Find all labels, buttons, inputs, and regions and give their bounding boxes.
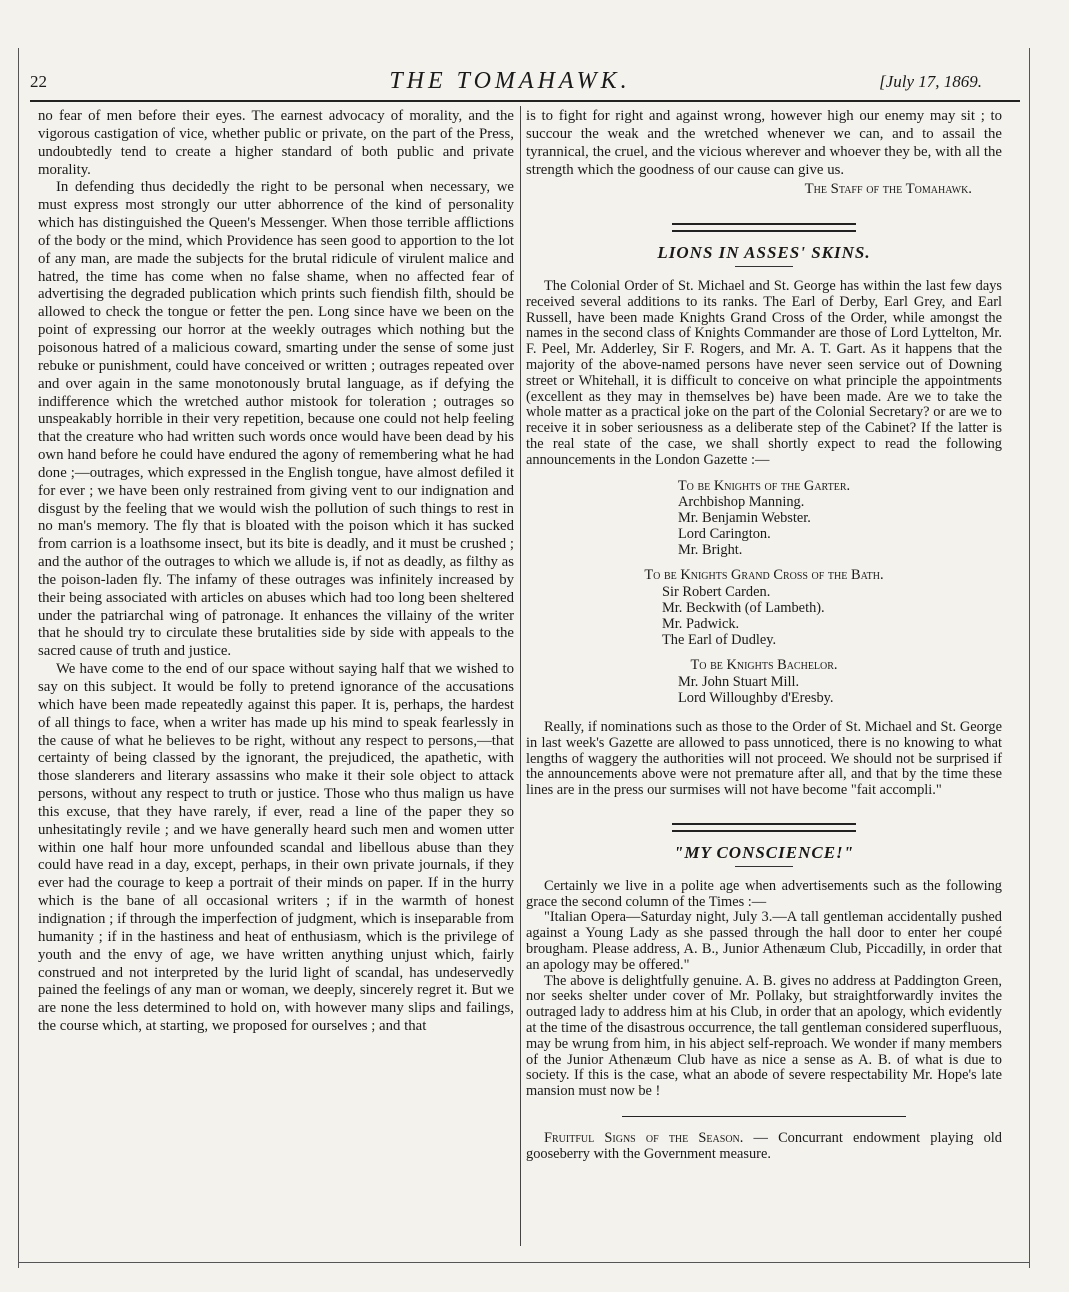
list-item: Lord Carington.	[678, 526, 771, 543]
advertisement-quote: "Italian Opera—Saturday night, July 3.—A tall gentleman accidentally pushed against a Young Lady as she passed through the hall door to enter her coupé brougham. Please address, A. B., Junior Athenæum Club, Piccadilly, in order that an apology may be offered."	[526, 909, 1002, 973]
conscience-heading: "MY CONSCIENCE!"	[673, 843, 855, 862]
conscience-paragraph: Certainly we live in a polite age when advertisements such as the following grace the second column of the Times :—	[526, 877, 1002, 910]
fruitful-signs-item	[526, 1131, 1002, 1163]
list-item: Mr. Beckwith (of Lambeth).	[662, 600, 825, 617]
section-divider	[672, 223, 856, 232]
lions-closing: Really, if nominations such as those to the Order of St. Michael and St. George in last week's Gazette are allowed to pass unnoticed, there is no knowing to what lengths of waggery the authorities will not proceed. We should not be surprised if the announcements above were not premature after all, and that by the time these lines are in the press our surmises will not have become "fait accompli."	[526, 719, 1002, 799]
left-paragraph: no fear of men before their eyes. The earnest advocacy of morality, and the vigorous castigation of vice, whether public or private, on the part of the Press, undoubtedly tend to create a higher standard of both public and private morality.	[38, 108, 514, 178]
page-header	[30, 68, 990, 98]
right-column	[526, 108, 1002, 1163]
fruitful-signs-text: — Concurrant endowment playing old gooseberry with the Government measure.	[526, 1130, 1002, 1162]
list-item: Lord Willoughby d'Eresby.	[678, 690, 834, 707]
staff-signature: The Staff of the Tomahawk.	[804, 181, 972, 198]
left-paragraph: We have come to the end of our space without saying half that we wished to say on this subject. It would be folly to pretend ignorance of the accusations which have been made repeatedly against this paper. It is, perhaps, the hardest of all things to face, when a writer has made up his mind to speak fearlessly in the cause of what he believes to be right, without any respect to persons,—that certainty of being classed by the ignorant, the prejudiced, the apathetic, with those slanderers and literary assassins who make it their sole object to attack persons, without any respect to truth or justice. Those who thus malign us have this excuse, that they have rarely, if ever, read a line of the paper they so unhesitatingly revile ; and we have generally heard such men and women utter within one half hour more unfounded scandal and libellous abuse than they could have read in a day, except, perhaps, in their own private journals, if they ever had the courage to keep a portrait of their minds on paper. If in the hurry which is the bane of all occasional writers ; if in the warmth of honest indignation ; if through the imperfection of judgment, which is inseparable from humanity ; if in the hastiness and heat of enthusiasm, which is the privilege of youth and the envy of age, we have written anything unjust which, fairly construed and not interpreted by the lurid light of scandal, has undeservedly pained the feelings of any man or woman, we deeply, sincerely regret it. But we are none the less determined to hold on, with however many slips and failings, the course which, at starting, we proposed for ourselves ; and that	[38, 661, 514, 1035]
list-item: Mr. Benjamin Webster.	[678, 510, 811, 527]
list-item: Archbishop Manning.	[678, 494, 805, 511]
issue-date: [July 17, 1869.	[879, 72, 982, 91]
garter-list	[678, 494, 1002, 558]
left-column	[38, 108, 514, 1036]
conscience-article	[526, 879, 1002, 1100]
masthead-title: THE TOMAHAWK.	[389, 68, 631, 94]
list-item: Mr. Bright.	[678, 542, 743, 559]
header-rule	[30, 100, 1020, 102]
lions-heading: LIONS IN ASSES' SKINS.	[657, 243, 871, 263]
bath-list	[662, 584, 1002, 648]
list-item: Mr. John Stuart Mill.	[678, 674, 800, 691]
heading-rule	[735, 266, 793, 267]
lions-intro: The Colonial Order of St. Michael and St. George has within the last few days received several additions to its ranks. The Earl of Derby, Earl Grey, and Earl Russell, have been made Knights Grand Cross of the Order, while amongst the names in the second class of Knights Commander are those of Lord Lyttelton, Mr. F. Peel, Mr. Adderley, Sir F. Rogers, and Mr. A. T. Gart. As it happens that the majority of the above-named persons have never seen service out of Downing street or Whitehall, it is difficult to conceive on what principle the appointments (excellent as they may in themselves be) have been made. Are we to take the whole matter as a practical joke on the part of the Colonial Secretary? or are we to receive it in sober seriousness as a deliberate step of the Cabinet? If the latter is the real state of the case, we shall shortly expect to read the following announcements in the London Gazette :—	[526, 278, 1002, 468]
list-item: The Earl of Dudley.	[662, 632, 777, 649]
footer-rule	[18, 1262, 1030, 1263]
section-divider	[622, 1116, 906, 1117]
bachelor-heading: To be Knights Bachelor.	[690, 657, 838, 674]
conscience-paragraph: The above is delightfully genuine. A. B. gives no address at Paddington Green, nor seeks shelter under cover of Mr. Pollaky, but straightforwardly invites the outraged lady to address him at his Club, in order that an apology, which evidently at the time of the disastrous occurrence, the tall gentleman considered superfluous, may be wrung from him, in his abject self-reproach. We wonder if many members of the Junior Athenæum Club have as nice a sense as A. B. of what is due to society. If this is the case, what an abode of severe respectability Mr. Hope's late mansion must now be !	[526, 972, 1002, 1100]
right-continuation: is to fight for right and against wrong, however high our enemy may sit ; to succour the weak and the wretched whenever we can, and to assail the tyrannical, the cruel, and the vicious wherever and whoever they be, with all the strength which the goodness of our cause can give us.	[526, 108, 1002, 178]
lions-article	[526, 279, 1002, 799]
bath-heading: To be Knights Grand Cross of the Bath.	[644, 567, 884, 584]
list-item: Sir Robert Carden.	[662, 584, 771, 601]
list-item: Mr. Padwick.	[662, 616, 740, 633]
fruitful-signs-lead: Fruitful Signs of the Season.	[544, 1130, 744, 1146]
section-divider	[672, 823, 856, 832]
garter-heading: To be Knights of the Garter.	[677, 477, 851, 494]
column-divider	[520, 106, 521, 1246]
bachelor-list	[678, 674, 1002, 706]
page-number: 22	[30, 72, 47, 91]
heading-rule	[735, 866, 793, 867]
left-paragraph: In defending thus decidedly the right to be personal when necessary, we must express most strongly our utter abhorrence of the kind of personality which has distinguished the Queen's Messenger. When those terrible afflictions of the body or the mind, which Providence has seen good to apportion to the lot of any man, are made the subjects for the brutal ridicule of virulent malice and hatred, the time has come when no false shame, when no affected fear of advertising the degraded publication which prints such fiendish filth, should be allowed to check the tongue or fetter the pen. Long since have we been on the point of expressing our horror at the weekly outrages which nothing but the poisonous hatred of a malicious coward, smarting under the sense of some just rebuke or punishment, could have conceived or written ; outrages repeated over and over again in the same monotonously brutal language, as if defying the indifference which the wretched author mistook for toleration ; outrages so unspeakably horrible in their very repetition, because one could not help feeling that the creature who had written such words once would have been dead by his own hand before he could have endured the agony of remembering what he had done ;—outrages, which expressed in the English tongue, have almost defiled it for ever ; we have been only restrained from giving vent to our indignation and disgust by the feeling that we would wish the pollution of such things to rest in no man's memory. The fly that is bloated with the poison which it has sucked from carrion is a loathsome insect, but its bite is deadly, and it must be crushed ; and the author of the outrages to which we allude is, if not as deadly, as filthy as the poison-laden fly. The infamy of these outrages was infinitely increased by their being associated with articles on abuses which had too long been sheltered under the patriarchal wing of patronage. It enhances the villainy of the writer that he should try to circulate these brutalities side by side with appeals to the sacred cause of truth and justice.	[38, 179, 514, 660]
